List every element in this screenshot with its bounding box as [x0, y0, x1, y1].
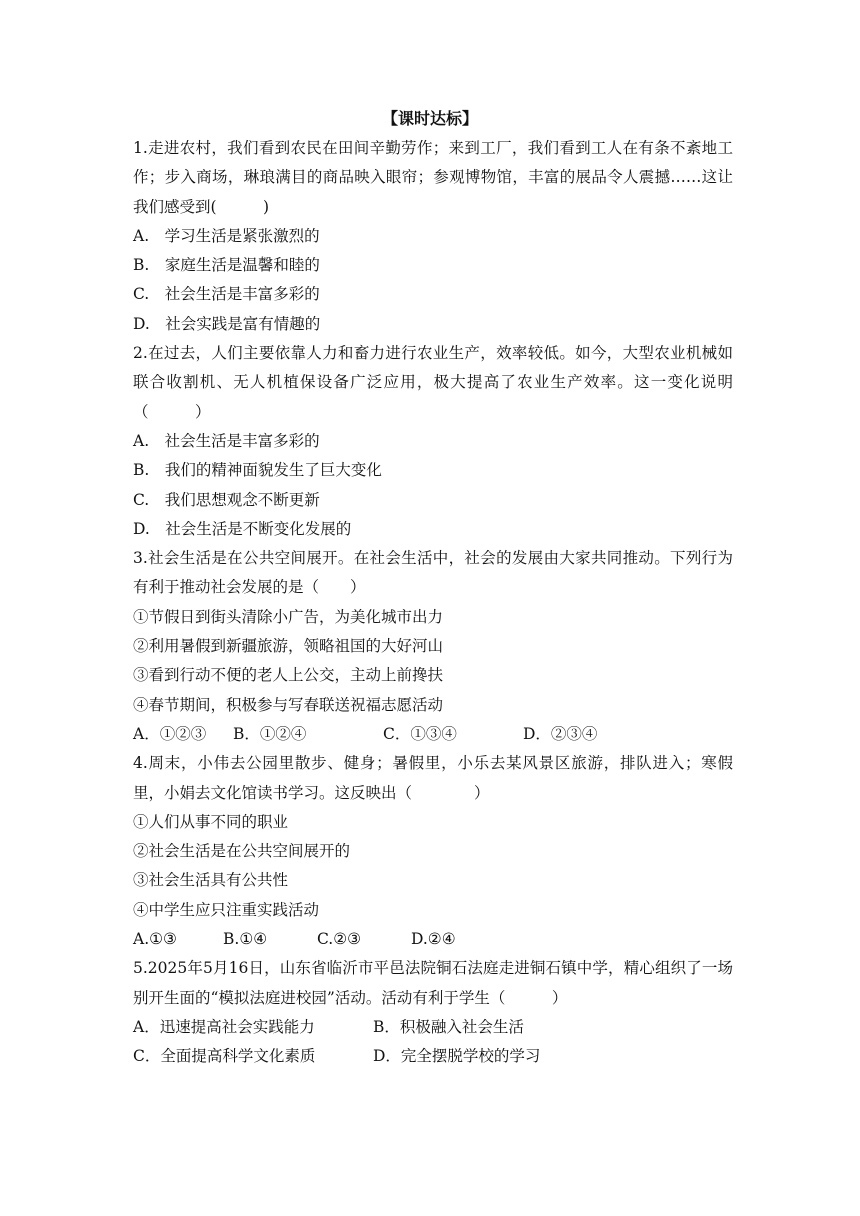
option-b: B．①②④ — [233, 724, 307, 743]
option-a: A．①②③ — [133, 724, 207, 743]
option-c: C. 我们思想观念不断更新 — [133, 490, 320, 509]
question-stem: 1.走进农村，我们看到农民在田间辛勤劳作；来到工厂，我们看到工人在有条不紊地工作；步入商场，琳琅满目的商品映入眼帘；参观博物馆，丰富的展品令人震撼……这让我们感受到( ) — [133, 139, 733, 216]
question-stem: 2.在过去，人们主要依靠人力和畜力进行农业生产，效率较低。如今，大型农业机械如联合收割机、无人机植保设备广泛应用，极大提高了农业生产效率。这一变化说明（ ） — [133, 344, 733, 421]
option-b: B.①④ — [223, 930, 268, 949]
option-d: D.②④ — [411, 930, 456, 949]
options-row-2 — [133, 1042, 733, 1071]
option-d: D. 社会实践是富有情趣的 — [133, 314, 321, 333]
option-c: C. 社会生活是丰富多彩的 — [133, 285, 320, 304]
statement-3: ③看到行动不便的老人上公交，主动上前搀扶 — [133, 666, 444, 685]
option-a: A.①③ — [133, 930, 177, 949]
statement-4: ④春节期间，积极参与写春联送祝福志愿活动 — [133, 695, 444, 714]
option-b: B. 家庭生活是温馨和睦的 — [133, 256, 320, 275]
question-2 — [133, 339, 733, 544]
option-d: D．②③④ — [523, 724, 598, 743]
statement-1: ①节假日到街头清除小广告，为美化城市出力 — [133, 607, 444, 626]
option-a: A. 社会生活是丰富多彩的 — [133, 431, 320, 450]
question-stem: 3.社会生活是在公共空间展开。在社会生活中，社会的发展由大家共同推动。下列行为有利于推动社会发展的是（ ） — [133, 549, 733, 597]
question-stem: 5.2025年5月16日，山东省临沂市平邑法院铜石法庭走进铜石镇中学，精心组织了一场别开生面的“模拟法庭进校园”活动。活动有利于学生（ ） — [133, 959, 733, 1007]
option-c: C.②③ — [317, 930, 362, 949]
question-5 — [133, 954, 733, 1071]
option-c: C．全面提高科学文化素质 — [133, 1047, 316, 1066]
option-b: B. 我们的精神面貌发生了巨大变化 — [133, 461, 382, 480]
option-d: D．完全摆脱学校的学习 — [373, 1047, 541, 1066]
statement-1: ①人们从事不同的职业 — [133, 812, 289, 831]
statement-3: ③社会生活具有公共性 — [133, 871, 289, 890]
statement-4: ④中学生应只注重实践活动 — [133, 900, 320, 919]
options-row — [133, 925, 733, 954]
option-c: C．①③④ — [383, 724, 457, 743]
question-list — [133, 134, 733, 1072]
options-row — [133, 720, 733, 749]
statement-2: ②利用暑假到新疆旅游，领略祖国的大好河山 — [133, 637, 444, 656]
question-stem: 4.周末，小伟去公园里散步、健身；暑假里，小乐去某风景区旅游，排队进入；寒假里，小娟去文化馆读书学习。这反映出（ ） — [133, 754, 733, 802]
question-3 — [133, 544, 733, 749]
option-d: D. 社会生活是不断变化发展的 — [133, 519, 352, 538]
question-4 — [133, 749, 733, 954]
option-a: A．迅速提高社会实践能力 — [133, 1017, 315, 1036]
question-1 — [133, 134, 733, 339]
option-b: B．积极融入社会生活 — [373, 1017, 524, 1036]
section-title: 【课时达标】 — [381, 109, 478, 128]
option-a: A. 学习生活是紧张激烈的 — [133, 226, 320, 245]
options-row-1 — [133, 1013, 733, 1042]
statement-2: ②社会生活是在公共空间展开的 — [133, 842, 351, 861]
